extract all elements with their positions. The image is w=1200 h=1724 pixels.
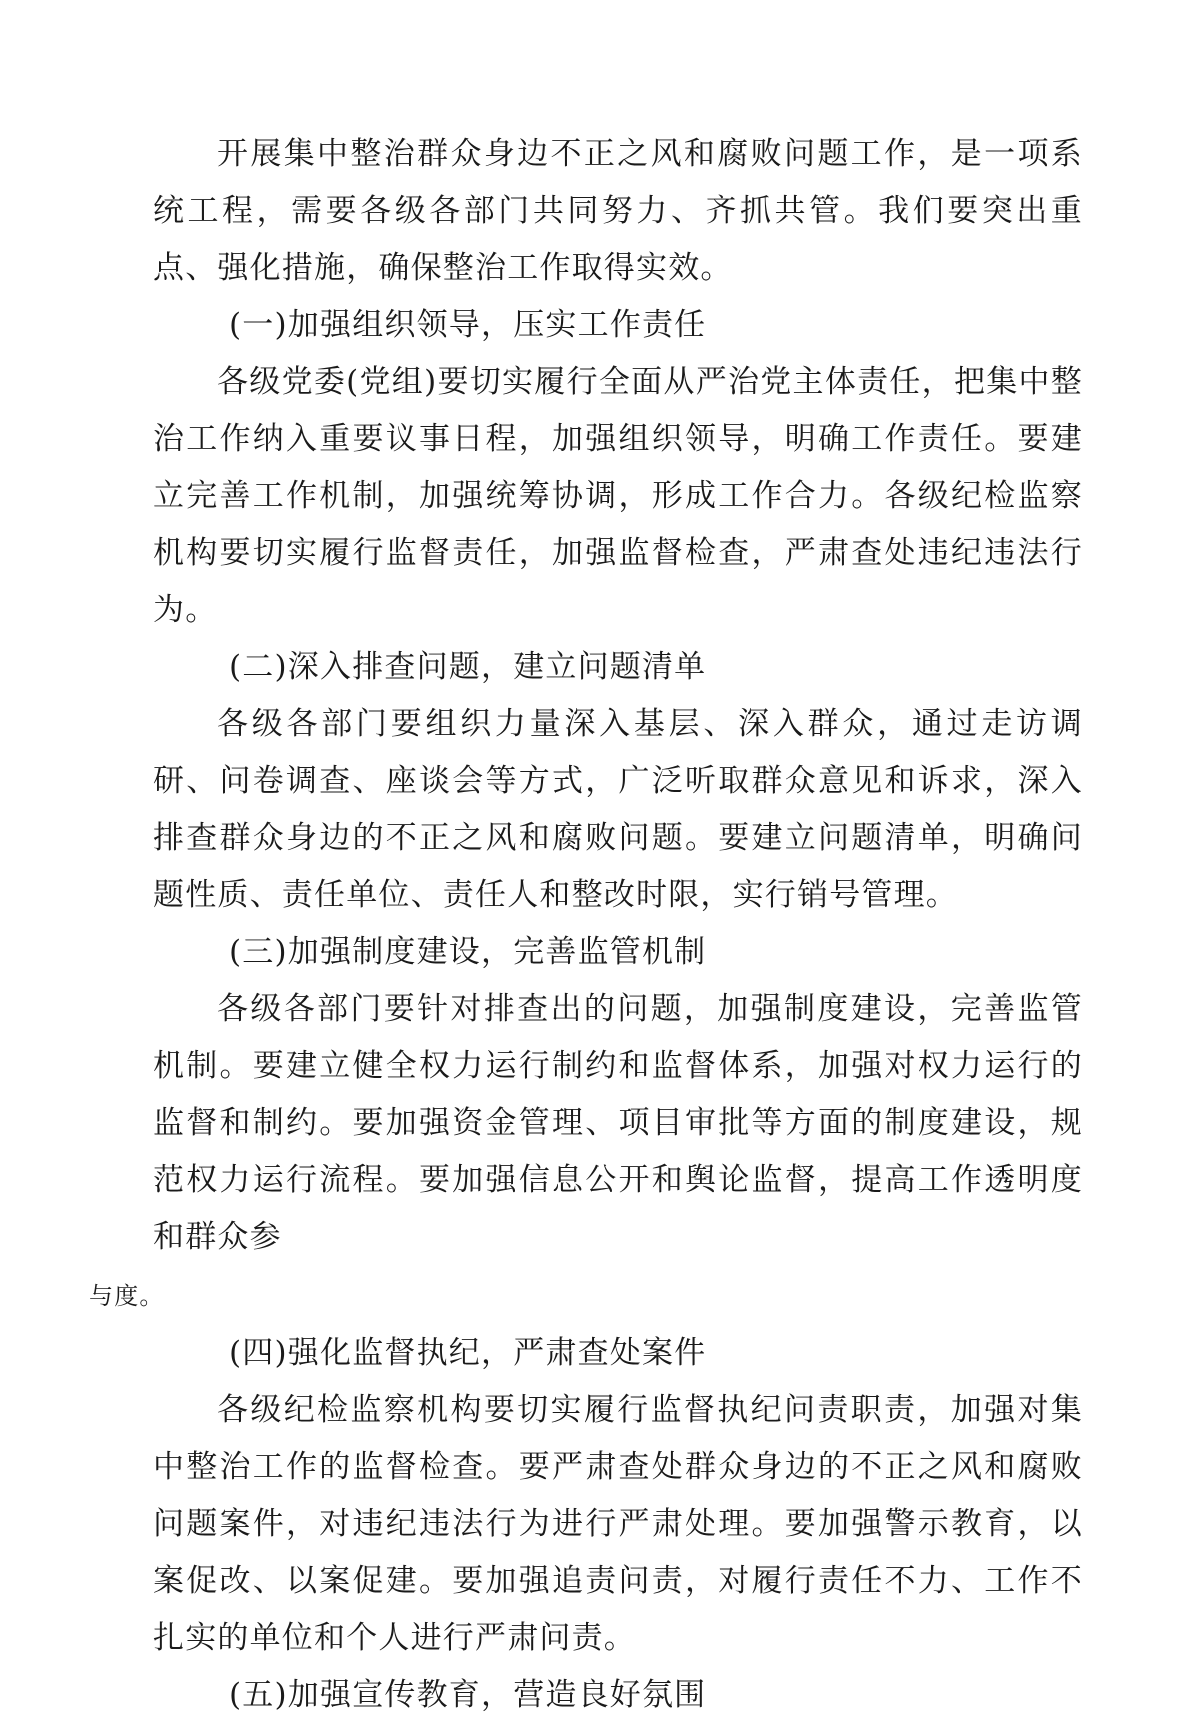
heading-text: (一)加强组织领导，压实工作责任: [229, 307, 707, 343]
intro-paragraph: [153, 126, 1083, 297]
paragraph-tail: 与度。: [89, 1282, 165, 1310]
section-heading-4: [153, 1325, 1083, 1382]
document-body: [89, 126, 1083, 1724]
section-heading-1: [153, 297, 1083, 354]
paragraph-text: 各级各部门要针对排查出的问题，加强制度建设，完善监管机制。要建立健全权力运行制约和监督体系，加强对权力运行的监督和制约。要加强资金管理、项目审批等方面的制度建设，规范权力运行流程。要加强信息公开和舆论监督，提高工作透明度和群众参: [153, 991, 1083, 1255]
section-paragraph-3: [89, 981, 1083, 1325]
section-paragraph-2: [153, 696, 1083, 924]
paragraph-text: 各级纪检监察机构要切实履行监督执纪问责职责，加强对集中整治工作的监督检查。要严肃查处群众身边的不正之风和腐败问题案件，对违纪违法行为进行严肃处理。要加强警示教育，以案促改、以案促建。要加强追责问责，对履行责任不力、工作不扎实的单位和个人进行严肃问责。: [153, 1392, 1083, 1656]
section-paragraph-4: [153, 1382, 1083, 1667]
heading-text: (二)深入排查问题，建立问题清单: [229, 649, 707, 685]
section-heading-5: [153, 1667, 1083, 1724]
section-heading-2: [153, 639, 1083, 696]
heading-text: (五)加强宣传教育，营造良好氛围: [229, 1677, 707, 1713]
paragraph-text: 开展集中整治群众身边不正之风和腐败问题工作，是一项系统工程，需要各级各部门共同努力、齐抓共管。我们要突出重点、强化措施，确保整治工作取得实效。: [153, 136, 1083, 286]
section-paragraph-1: [153, 354, 1083, 639]
heading-text: (三)加强制度建设，完善监管机制: [229, 934, 707, 970]
paragraph-text: 各级各部门要组织力量深入基层、深入群众，通过走访调研、问卷调查、座谈会等方式，广泛听取群众意见和诉求，深入排查群众身边的不正之风和腐败问题。要建立问题清单，明确问题性质、责任单位、责任人和整改时限，实行销号管理。: [153, 706, 1083, 913]
section-heading-3: [153, 924, 1083, 981]
heading-text: (四)强化监督执纪，严肃查处案件: [229, 1335, 707, 1371]
paragraph-text: 各级党委(党组)要切实履行全面从严治党主体责任，把集中整治工作纳入重要议事日程，加强组织领导，明确工作责任。要建立完善工作机制，加强统筹协调，形成工作合力。各级纪检监察机构要切实履行监督责任，加强监督检查，严肃查处违纪违法行为。: [153, 364, 1083, 628]
